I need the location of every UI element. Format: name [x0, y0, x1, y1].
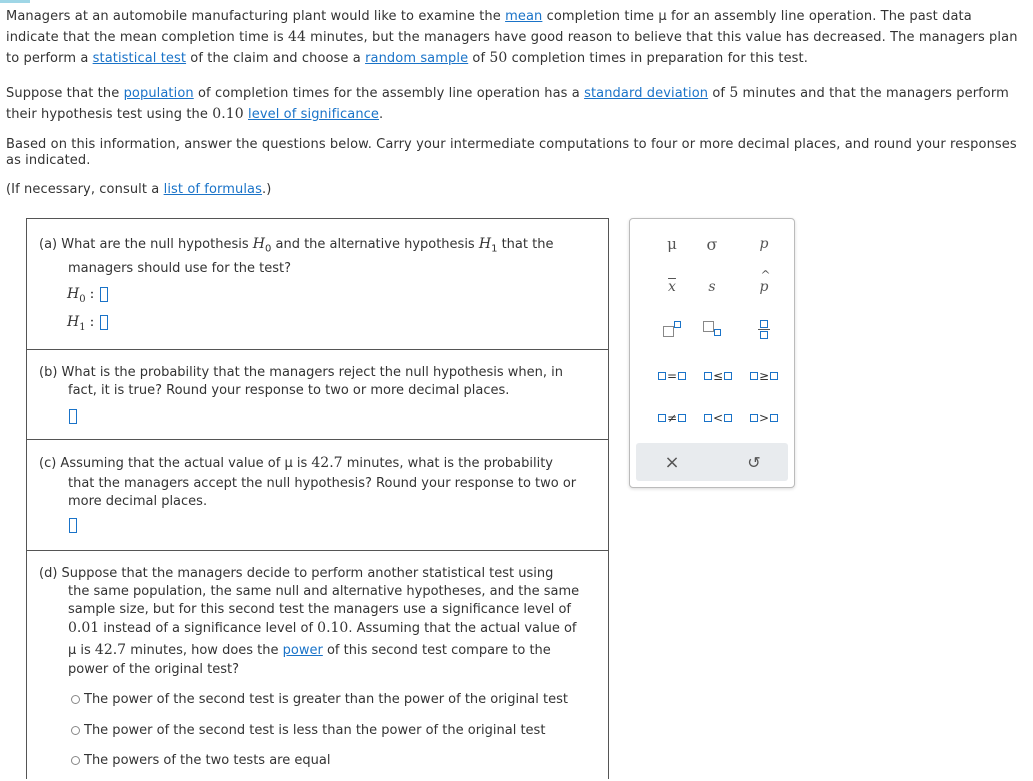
- superscript-button[interactable]: [650, 316, 694, 342]
- question-b: [27, 350, 608, 440]
- radio-button[interactable]: [71, 756, 80, 765]
- fraction-button[interactable]: [742, 316, 786, 342]
- greater-than-button[interactable]: >: [742, 405, 786, 431]
- link-population[interactable]: population: [123, 86, 194, 101]
- text: minutes, but the managers have good reason to believe that this value has decreased. The managers plan to perform a: [6, 30, 1018, 66]
- link-random-sample[interactable]: random sample: [365, 51, 469, 66]
- clear-icon[interactable]: ×: [664, 451, 680, 473]
- h0-answer-input[interactable]: [100, 287, 108, 302]
- question-d-text-2: the same population, the same null and alternative hypotheses, and the same: [68, 584, 580, 599]
- sigma-button[interactable]: σ: [706, 234, 718, 254]
- question-d-text-1: (d) Suppose that the managers decide to perform another statistical test using: [39, 566, 554, 581]
- question-d-text-6: power of the original test?: [68, 662, 240, 677]
- link-list-of-formulas[interactable]: list of formulas: [163, 182, 262, 197]
- text: (If necessary, consult a: [6, 182, 164, 197]
- undo-icon[interactable]: ↺: [747, 452, 761, 472]
- question-b-text-2: fact, it is true? Round your response to two or more decimal places.: [68, 383, 510, 398]
- question-a-text: (a) What are the null hypothesis $H_0$ and the alternative hypothesis $H_1$ that the: [39, 236, 554, 255]
- text: of: [708, 86, 730, 101]
- s-button[interactable]: s: [708, 279, 716, 295]
- question-d-text-4: 0.01 instead of a significance level of 0.10. Assuming that the actual value of: [68, 620, 577, 636]
- value-44: 44: [287, 29, 306, 45]
- link-statistical-test[interactable]: statistical test: [92, 51, 187, 66]
- question-c-text-1: (c) Assuming that the actual value of μ is 42.7 minutes, what is the probability: [39, 455, 553, 471]
- question-a-text-2: managers should use for the test?: [68, 261, 292, 276]
- b-answer-input[interactable]: [69, 409, 77, 424]
- h1-answer-input[interactable]: [100, 315, 108, 330]
- option-less[interactable]: The power of the second test is less than the power of the original test: [71, 723, 545, 738]
- symbol-palette: [629, 218, 795, 488]
- question-c: [27, 440, 608, 551]
- text: Suppose that the: [6, 86, 124, 101]
- question-d-text-3: sample size, but for this second test the managers use a significance level of: [68, 602, 571, 617]
- p-hat-button[interactable]: ^ p: [759, 268, 771, 295]
- intro-paragraph-1: [6, 6, 1021, 69]
- text: of: [468, 51, 490, 66]
- h0-row: $H_0$ :: [67, 286, 108, 305]
- less-than-button[interactable]: <: [696, 405, 740, 431]
- less-or-equal-button[interactable]: ≤: [696, 363, 740, 389]
- question-d: [27, 551, 608, 781]
- question-a: [27, 219, 608, 350]
- link-level-of-significance[interactable]: level of significance: [248, 107, 379, 122]
- palette-action-bar: [636, 443, 788, 481]
- text: completion time μ for an assembly line operation. The past data indicate that the mean completion time is: [6, 9, 972, 45]
- text: minutes and that the managers perform their hypothesis test using the: [6, 86, 1009, 122]
- top-accent-bar: [0, 0, 30, 3]
- link-mean[interactable]: mean: [505, 9, 543, 24]
- intro-paragraph-2: [6, 83, 1021, 125]
- intro-paragraph-3: Based on this information, answer the questions below. Carry your intermediate computations to four or more decimal places, and round your responses as indicated.: [6, 137, 1017, 168]
- link-power[interactable]: power: [282, 643, 323, 658]
- text: of the claim and choose a: [186, 51, 366, 66]
- equals-button[interactable]: =: [650, 363, 694, 389]
- value-50: 50: [489, 50, 508, 66]
- question-panel: [26, 218, 609, 779]
- text: completion times in preparation for this test.: [507, 51, 808, 66]
- subscript-button[interactable]: [690, 316, 734, 342]
- value-0-10: 0.10: [212, 106, 244, 122]
- text: .: [379, 107, 384, 122]
- question-c-text-3: more decimal places.: [68, 494, 208, 509]
- option-greater[interactable]: The power of the second test is greater than the power of the original test: [71, 692, 568, 707]
- question-d-text-5: μ is 42.7 minutes, how does the power of this second test compare to the: [68, 642, 551, 658]
- radio-button[interactable]: [71, 726, 80, 735]
- greater-or-equal-button[interactable]: ≥: [742, 363, 786, 389]
- text: .): [262, 182, 272, 197]
- mu-button[interactable]: μ: [667, 235, 677, 253]
- question-c-text-2: that the managers accept the null hypothesis? Round your response to two or: [68, 476, 577, 491]
- c-answer-input[interactable]: [69, 518, 77, 533]
- text: Managers at an automobile manufacturing plant would like to examine the: [6, 9, 506, 24]
- radio-button[interactable]: [71, 695, 80, 704]
- h1-row: $H_1$ :: [67, 314, 108, 333]
- option-equal[interactable]: The powers of the two tests are equal: [71, 753, 330, 768]
- question-b-text-1: (b) What is the probability that the managers reject the null hypothesis when, in: [39, 365, 563, 380]
- intro-paragraph-4: [6, 179, 1021, 200]
- x-bar-button[interactable]: $\overline{x}$: [668, 279, 676, 295]
- not-equal-button[interactable]: ≠: [650, 405, 694, 431]
- text: of completion times for the assembly line operation has a: [193, 86, 585, 101]
- p-button[interactable]: p: [759, 236, 769, 252]
- link-standard-deviation[interactable]: standard deviation: [584, 86, 709, 101]
- value-5: 5: [729, 85, 739, 101]
